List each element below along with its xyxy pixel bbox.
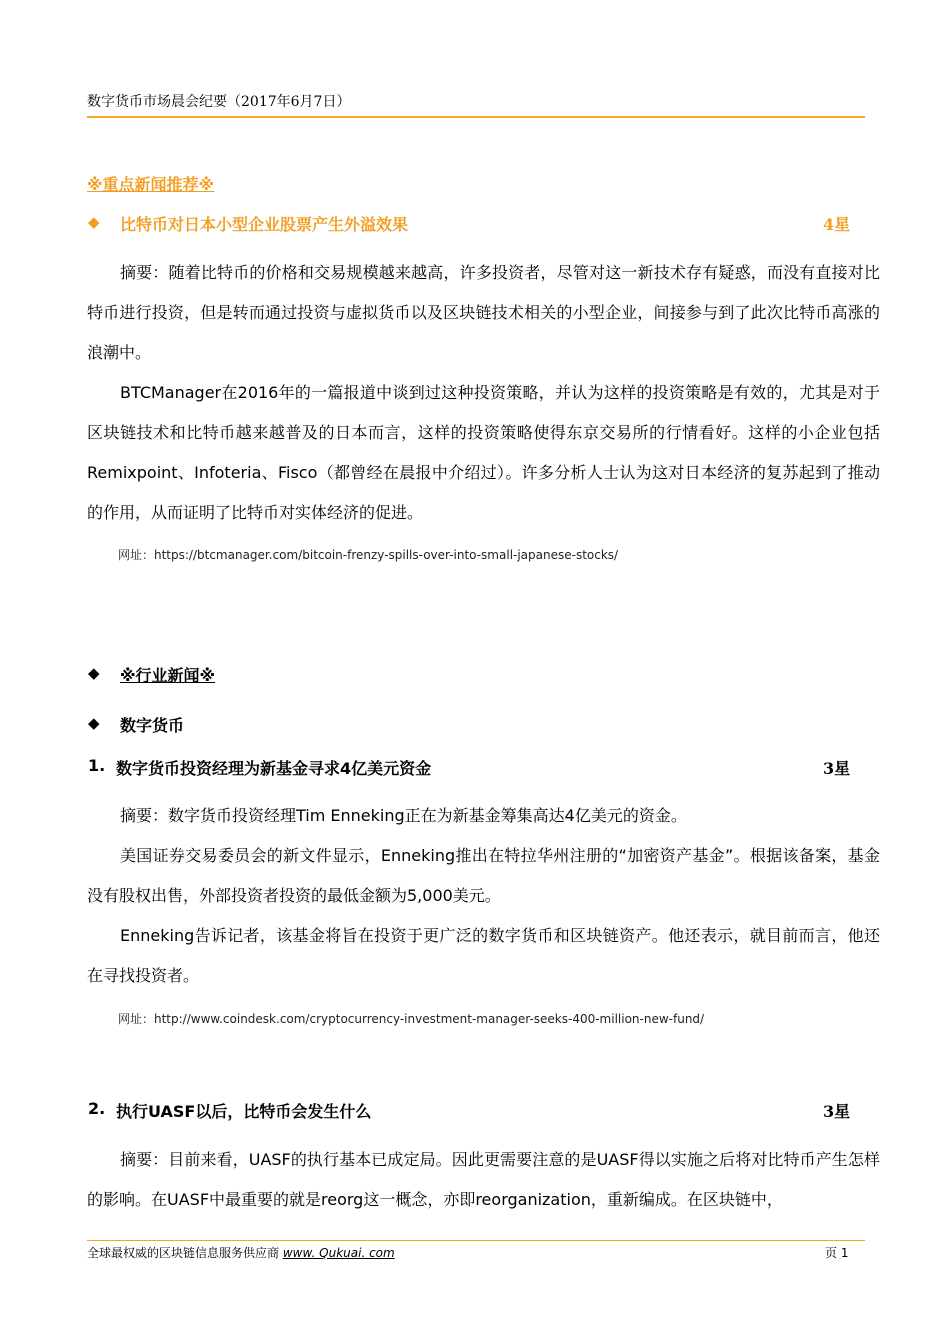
footer-link[interactable]: www. Qukuai. com	[282, 1246, 395, 1260]
featured-paragraph-2: BTCManager在2016年的一篇报道中谈到过这种投资策略，并认为这样的投资策略是有效的，尤其是对于区块链技术和比特币越来越普及的日本而言，这样的投资策略使得东京交易所的行情看好。这样的小企业包括Remixpoint、Infoteria、Fisco（都曾经在晨报中介绍过）。许多分析人士认为这对日本经济的复苏起到了推动的作用，从而证明了比特币对实体经济的促进。	[87, 383, 880, 522]
article-paragraph: 摘要：目前来看，UASF的执行基本已成定局。因此更需要注意的是UASF得以实施之后将对比特币产生怎样的影响。在UASF中最重要的就是reorg这一概念，亦即reorganization，重新编成。在区块链中，	[87, 1150, 880, 1209]
article-paragraph: Enneking告诉记者，该基金将旨在投资于更广泛的数字货币和区块链资产。他还表示，就目前而言，他还在寻找投资者。	[87, 926, 880, 985]
page-number: 页 1	[825, 1246, 849, 1260]
featured-section-title: ※重点新闻推荐※	[87, 175, 215, 194]
article-stars: 3星	[823, 759, 851, 778]
diamond-bullet-icon: ◆	[88, 213, 100, 231]
article-paragraph: 摘要：数字货币投资经理Tim Enneking正在为新基金筹集高达4亿美元的资金。	[120, 806, 687, 825]
page-header	[87, 92, 865, 118]
article-number: 1.	[88, 756, 106, 775]
article-url[interactable]: 网址：http://www.coindesk.com/cryptocurrency-investment-manager-seeks-400-million-new-fund/	[118, 1012, 705, 1026]
page-header-title: 数字货币市场晨会纪要（2017年6月7日）	[87, 94, 351, 110]
article-title[interactable]: 数字货币投资经理为新基金寻求4亿美元资金	[116, 759, 432, 778]
article-paragraph: 美国证券交易委员会的新文件显示，Enneking推出在特拉华州注册的“加密资产基金”。根据该备案，基金没有股权出售，外部投资者投资的最低金额为5,000美元。	[87, 846, 880, 905]
article-number: 2.	[88, 1099, 106, 1118]
diamond-bullet-icon: ◆	[88, 714, 100, 732]
footer-divider	[87, 1240, 865, 1241]
footer	[87, 1244, 395, 1261]
featured-paragraph-1: 摘要：随着比特币的价格和交易规模越来越高，许多投资者，尽管对这一新技术存有疑惑，而没有直接对比特币进行投资，但是转而通过投资与虚拟货币以及区块链技术相关的小型企业，间接参与到了此次比特币高涨的浪潮中。	[87, 263, 880, 362]
industry-section-title: ※行业新闻※	[120, 666, 216, 685]
footer-text: 全球最权威的区块链信息服务供应商	[87, 1246, 280, 1260]
diamond-bullet-icon: ◆	[88, 664, 100, 682]
category-heading: 数字货币	[120, 716, 185, 735]
featured-article-stars: 4星	[823, 215, 851, 234]
featured-article-title[interactable]: 比特币对日本小型企业股票产生外溢效果	[120, 215, 409, 234]
article-title[interactable]: 执行UASF以后，比特币会发生什么	[116, 1102, 372, 1121]
featured-article-url[interactable]: 网址：https://btcmanager.com/bitcoin-frenzy-spills-over-into-small-japanese-stocks/	[118, 548, 619, 562]
article-stars: 3星	[823, 1102, 851, 1121]
